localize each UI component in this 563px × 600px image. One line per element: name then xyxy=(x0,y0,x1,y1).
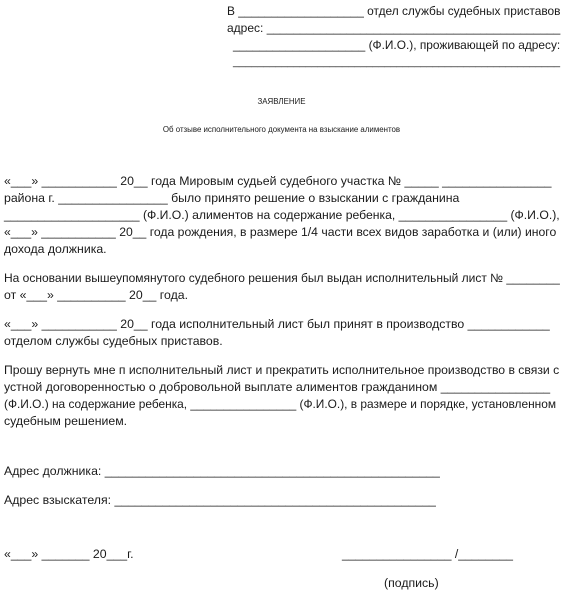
paragraph4-line3: (Ф.И.О.) на содержание ребенка, ________________ (Ф.И.О.), в размере и порядке, установленном xyxy=(4,397,557,411)
paragraph1-line2: района г. ________________ было принято решение о взыскании с гражданина xyxy=(4,191,460,205)
claimant-address-line: Адрес взыскателя: _______________________________________________ xyxy=(4,493,436,507)
debtor-address-line: Адрес должника: _________________________________________________ xyxy=(4,464,440,478)
header-address-line: адрес: ____________________________________________ xyxy=(227,21,561,35)
header-applicant-line: ____________________ (Ф.И.О.), проживающей по адресу: xyxy=(233,38,561,52)
paragraph1-line1: «___» ___________ 20__ года Мировым судьей судебного участка № _____ ________________ xyxy=(4,174,552,188)
header-department-line: В ___________________ отдел службы судебных приставов xyxy=(227,4,561,18)
document-subtitle: Об отзыве исполнительного документа на взыскание алиментов xyxy=(162,125,401,134)
signature-caption: (подпись) xyxy=(384,576,439,590)
paragraph1-line3: ____________________ (Ф.И.О.) алиментов на содержание ребенка, ________________ (Ф.И.О.), xyxy=(4,208,560,222)
paragraph1-line5: дохода должника. xyxy=(4,242,107,256)
document-title: ЗАЯВЛЕНИЕ xyxy=(257,97,306,106)
paragraph4-line2: устной договоренностью о добровольной выплате алиментов гражданином ________________ xyxy=(4,380,551,394)
signature-line: ________________ /________ xyxy=(342,547,513,561)
paragraph2-line2: от «___» __________ 20__ года. xyxy=(4,288,189,302)
paragraph3-line1: «___» ___________ 20__ года исполнительный лист был принят в производство ____________ xyxy=(4,317,550,331)
paragraph4-line1: Прошу вернуть мне п исполнительный лист и прекратить исполнительное производство в связи с xyxy=(4,363,560,377)
paragraph3-line2: отделом службы судебных приставов. xyxy=(4,334,223,348)
paragraph4-line4: судебным решением. xyxy=(4,414,128,428)
date-line: «___» _______ 20___г. xyxy=(4,547,134,561)
paragraph2-line1: На основании вышеупомянутого судебного решения был выдан исполнительный лист № ________ xyxy=(4,271,560,285)
paragraph1-line4: «___» ___________ 20__ года рождения, в размере 1/4 части всех видов заработка и (или) иного xyxy=(4,225,557,239)
header-applicant-address-line: ______________________________________________________ xyxy=(233,56,561,68)
